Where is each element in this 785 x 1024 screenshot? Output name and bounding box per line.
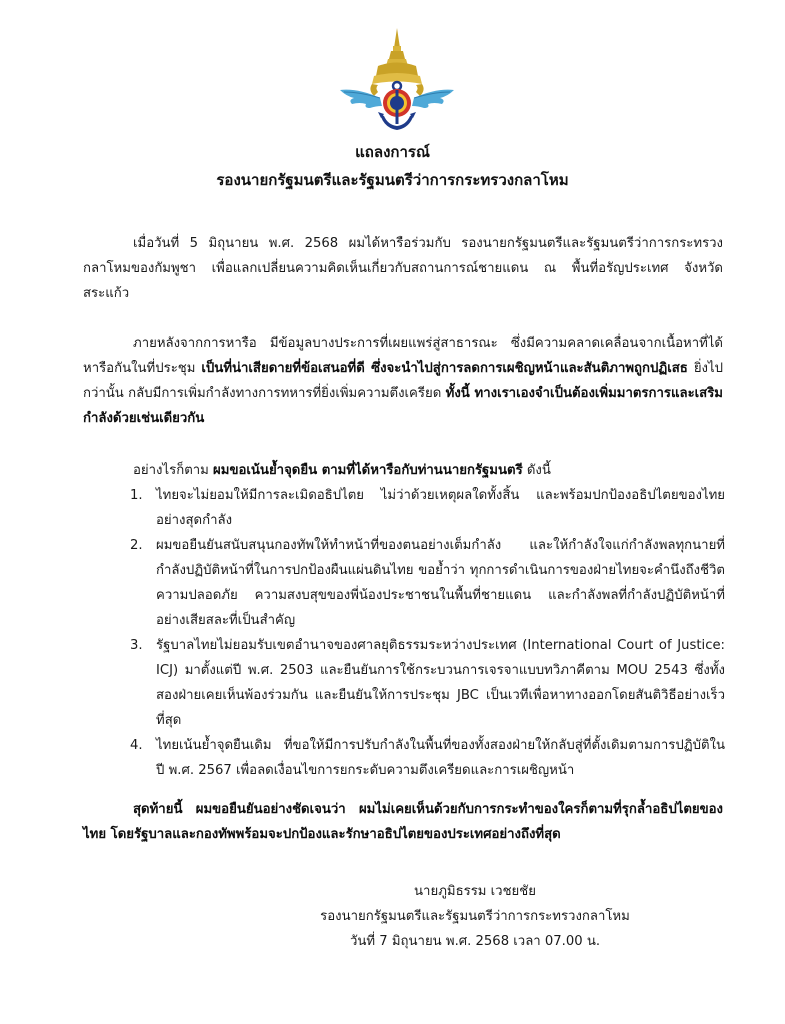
list-item-text: ไทยจะไม่ยอมให้มีการละเมิดอธิปไตย ไม่ว่าด้วยเหตุผลใดทั้งสิ้น และพร้อมปกป้องอธิปไตยของไทยอย่างสุดกำลัง bbox=[156, 488, 725, 528]
list-item-number: 2. bbox=[130, 538, 143, 553]
list-item-text: ผมขอยืนยันสนับสนุนกองทัพให้ทำหน้าที่ของตนอย่างเต็มกำลัง และให้กำลังใจแก่กำลังพลทุกนายที่กำลังปฏิบัติหน้าที่ในการปกป้องผืนแผ่นดินไทย ขอย้ำว่า ทุกการดำเนินการของฝ่ายไทยจะคำนึงถึงชีวิต ความปลอดภัย ความสงบสุขของพี่น้องประชาชนในพื้นที่ชายแดน และกำลังพลที่กำลังปฏิบัติหน้าที่อย่างเสียสละที่เป็นสำคัญ bbox=[156, 538, 725, 628]
statement-date: วันที่ 7 มิถุนายน พ.ศ. 2568 เวลา 07.00 น. bbox=[349, 934, 601, 949]
list-item-text: รัฐบาลไทยไม่ยอมรับเขตอำนาจของศาลยุติธรรมระหว่างประเทศ (International Court of Justice: ICJ) มาตั้งแต่ปี พ.ศ. 2503 และยืนยันการใช้กระบวนการเจรจาแบบทวิภาคีตาม MOU 2543 ซึ่งทั้งสองฝ่ายเคยเห็นพ้องร่วมกัน และยืนยันให้การประชุม JBC เป็นเวทีเพื่อหาทางออกโดยสันติวิธีอย่างเร็วที่สุด bbox=[156, 638, 725, 728]
ministry-of-defence-emblem-icon bbox=[338, 26, 456, 134]
signature-block bbox=[300, 879, 650, 954]
closing-statement-text: สุดท้ายนี้ ผมขอยืนยันอย่างชัดเจนว่า ผมไม่เคยเห็นด้วยกับการกระทำของใครก็ตามที่รุกล้ำอธิปไตยของไทย โดยรัฐบาลและกองทัพพร้อมจะปกป้องและรักษาอธิปไตยของประเทศอย่างถึงที่สุด bbox=[83, 802, 723, 842]
paragraph-1-text: เมื่อวันที่ 5 มิถุนายน พ.ศ. 2568 ผมได้หารือร่วมกับ รองนายกรัฐมนตรีและรัฐมนตรีว่าการกระทรวงกลาโหมของกัมพูชา เพื่อแลกเปลี่ยนความคิดเห็นเกี่ยวกับสถานการณ์ชายแดน ณ พื้นที่อรัญประเทศ จังหวัดสระแก้ว bbox=[83, 236, 723, 301]
paragraph-2-emphasis-2: ทั้งนี้ ทางเราเองจำเป็นต้องเพิ่มมาตรการและเสริมกำลังด้วยเช่นเดียวกัน bbox=[83, 386, 723, 426]
list-item bbox=[130, 533, 725, 633]
paragraph-meeting-summary bbox=[83, 231, 723, 306]
list-item bbox=[130, 633, 725, 733]
paragraph-2-part-1: ภายหลังจากการหารือ มีข้อมูลบางประการที่เผยแพร่สู่สาธารณะ ซึ่งมีความคลาดเคลื่อนจากเนื้อหาที่ได้หารือกันในที่ประชุม bbox=[83, 336, 723, 376]
list-item-number: 1. bbox=[130, 488, 143, 503]
position-list bbox=[130, 483, 725, 783]
list-item-number: 3. bbox=[130, 638, 143, 653]
paragraph-3-emphasis: ผมขอเน้นย้ำจุดยืน ตามที่ได้หารือกับท่านนายกรัฐมนตรี bbox=[213, 463, 523, 478]
closing-statement bbox=[83, 797, 723, 847]
signatory-position: รองนายกรัฐมนตรีและรัฐมนตรีว่าการกระทรวงกลาโหม bbox=[320, 909, 630, 924]
paragraph-2-emphasis-1: เป็นที่น่าเสียดายที่ข้อเสนอที่ดี ซึ่งจะนำไปสู่การลดการเผชิญหน้าและสันติภาพถูกปฏิเสธ bbox=[201, 361, 688, 376]
paragraph-3-part-1: อย่างไรก็ตาม bbox=[133, 463, 214, 478]
paragraph-position-intro bbox=[83, 458, 723, 483]
signatory-name: นายภูมิธรรม เวชยชัย bbox=[414, 884, 536, 899]
list-item bbox=[130, 483, 725, 533]
paragraph-2-part-3: ยิ่งไปกว่านั้น กลับมีการเพิ่มกำลังทางการทหารที่ยิ่งเพิ่มความตึงเครียด bbox=[83, 361, 723, 401]
paragraph-after-meeting bbox=[83, 331, 723, 431]
paragraph-3-part-3: ดังนี้ bbox=[522, 463, 551, 478]
list-item-text: ไทยเน้นย้ำจุดยืนเดิม ที่ขอให้มีการปรับกำลังในพื้นที่ของทั้งสองฝ่ายให้กลับสู่ที่ตั้งเดิมตามการปฏิบัติในปี พ.ศ. 2567 เพื่อลดเงื่อนไขการยกระดับความตึงเครียดและการเผชิญหน้า bbox=[156, 738, 725, 778]
document-subtitle: รองนายกรัฐมนตรีและรัฐมนตรีว่าการกระทรวงกลาโหม bbox=[216, 171, 569, 189]
list-item-number: 4. bbox=[130, 738, 143, 753]
list-item bbox=[130, 733, 725, 783]
document-title: แถลงการณ์ bbox=[355, 143, 430, 161]
